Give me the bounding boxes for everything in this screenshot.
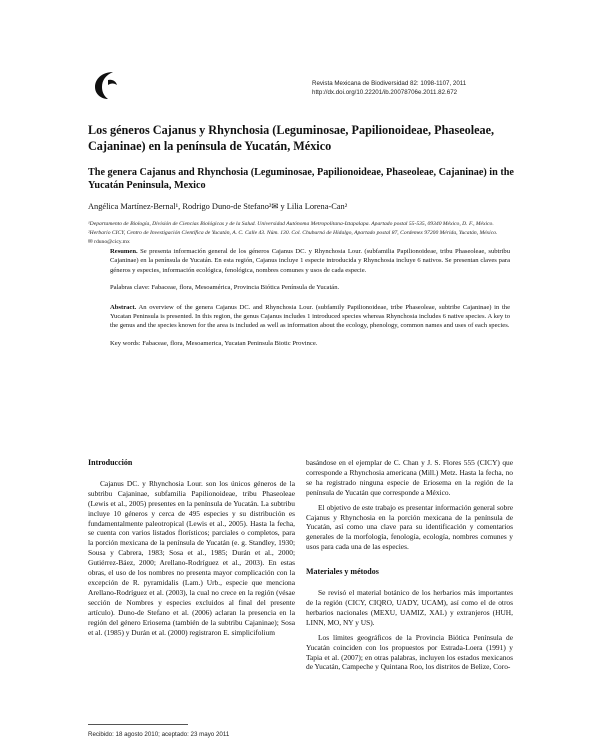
affiliations: [88, 221, 514, 247]
key-words-label: Key words:: [110, 339, 141, 347]
palabras-clave-block: [110, 283, 510, 292]
title-english: The genera Cajanus and Rhynchosia (Leguminosae, Papilionoideae, Phaseoleae, Cajaninae) in the Yucatán Peninsula, Mexico: [88, 167, 514, 191]
resumen-block: [110, 247, 510, 275]
resumen-label: Resumen.: [110, 248, 138, 255]
resumen-text: Se presenta información general de los géneros Cajanus DC. y Rhynchosia Lour. (subfamilia Papilionoideae, tribu Phaseoleae, subtribu Cajaninae) en la península de Yucatán. En esta región, Cajanus incluye 1 especie introducida y Rhynchosia incluye 6 nativos. Se presentan claves para géneros y especies, información ecológica, fenológica, nombres comunes y usos de cada especie.: [110, 248, 510, 274]
abstract-label: Abstract.: [110, 303, 137, 311]
email-link[interactable]: ✉ rduno@cicy.mx: [88, 238, 130, 245]
palabras-clave-text: Fabaceae, flora, Mesoamérica, Provincia Biótica Península de Yucatán.: [151, 284, 340, 292]
right-paragraph-2: El objetivo de este trabajo es presentar información general sobre Cajanus y Rhynchosia en la porción mexicana de la península de Yucatán, así como una clave para su identificación y comentarios generales de la morfología, fenología, ecología, nombres comunes y usos para cada una de las especies.: [306, 502, 513, 552]
journal-logo-icon: [94, 70, 118, 100]
introduccion-heading: Introducción: [88, 458, 133, 467]
right-paragraph-4: Los límites geográficos de la Provincia Biótica Península de Yucatán coinciden con los propuestos por Estrada-Loera (1991) y Tapia et al. (2007); en otras palabras, incluyen los estados mexicanos de Yucatán, Campeche y Quintana Roo, los distritos de Belize, Coro-: [306, 632, 513, 672]
materiales-heading: Materiales y métodos: [306, 567, 379, 577]
journal-doi: http://dx.doi.org/10.22201/ib.20078706e.2011.82.672: [312, 89, 458, 96]
key-words-block: [110, 339, 510, 348]
right-column: [306, 458, 513, 677]
left-column: [88, 458, 295, 642]
journal-citation: Revista Mexicana de Biodiversidad 82: 1098-1107, 2011: [312, 80, 467, 87]
right-paragraph-1: basándose en el ejemplar de C. Chan y J. S. Flores 555 (CICY) que corresponde a Rhynchosia americana (Mill.) Metz. Hasta la fecha, no se ha registrado ninguna especie de Eriosema en la región de la península de Yucatán que corresponde a México.: [306, 458, 513, 497]
title-spanish: Los géneros Cajanus y Rhynchosia (Leguminosae, Papilionoideae, Phaseoleae, Cajaninae) en la península de Yucatán, México: [88, 123, 495, 153]
abstract-text: An overview of the genera Cajanus DC. and Rhynchosia Lour. (subfamily Papilionoideae, tribe Phaseoleae, subtribe Cajaninae) in the Yucatan Peninsula is presented. In this region, the genus Cajanus includes 1 introduced species whereas Rhynchosia includes 6 native species. A key to the genus and the species known for the area is included as well as information about the ecology, phenology, common names and uses of each species.: [110, 303, 510, 330]
authors: Angélica Martínez-Bernal¹, Rodrigo Duno-de Stefano²✉ y Lilia Lorena-Can²: [88, 202, 348, 211]
affiliation-1: ¹Departamento de Biología, División de Ciencias Biológicas y de la Salud. Universidad Autónoma Metropolitana-Iztapalapa. Apartado postal 55-535, 09340 México, D. F., México.: [88, 221, 494, 227]
abstract-block: [110, 303, 510, 331]
journal-info: [312, 79, 512, 97]
affiliation-2: ²Herbario CICY, Centro de Investigación Científica de Yucatán, A. C. Calle 43. Núm. 130. Col. Chuburná de Hidalgo, Apartado postal 87, Cordemex 97200 Mérida, Yucatán, México.: [88, 229, 498, 236]
key-words-text: Fabaceae, flora, Mesoamerica, Yucatan Peninsula Biotic Province.: [142, 339, 318, 347]
footnote-divider: [88, 724, 188, 725]
received-accepted-footnote: Recibido: 18 agosto 2010; aceptado: 23 mayo 2011: [88, 731, 230, 738]
introduccion-paragraph: Cajanus DC. y Rhynchosia Lour. son los únicos géneros de la subtribu Cajaninae, subfamilia Papilionoideae, tribu Phaseoleae (Lewis et al., 2005) presentes en la península de Yucatán. La subtribu incluye 10 géneros y cerca de 495 especies y su distribución es fundamentalmente paleotropical (Lewis et al., 2005). Hasta la fecha, se cuenta con varios listados florísticos; parciales o completos, para la porción mexicana de la península de Yucatán (e. g. Standley, 1930; Sousa y Cabrera, 1983; Sosa et al., 1985; Durán et al., 2000; Gutiérrez-Báez, 2000; Arellano-Rodríguez et al., 2003). En estas obras, el uso de los nombres no presenta mayor complicación con la excepción de R. pyramidalis (Lam.) Urb., especie que menciona Arellano-Rodríguez et al. (2003), la cual no crece en la región (vésae sección de Nombres y especies excluidos al final del presente artículo). Duno-de Stefano et al. (2006) aclaran la presencia en la región del género Eriosema (también de la subtribu Cajaninae); Sosa et al. (1985) y Durán et al. (2000) registraron E. simplicifolium: [88, 478, 295, 637]
palabras-clave-label: Palabras clave:: [110, 284, 150, 292]
right-paragraph-3: Se revisó el material botánico de los herbarios más importantes de la región (CICY, CIQRO, UADY, UCAM), así como el de otros herbarios nacionales (MEXU, UAMIZ, XAL) y extranjeros (HUH, LINN, MO, NY y US).: [306, 588, 513, 627]
abstract-section: [110, 247, 510, 358]
